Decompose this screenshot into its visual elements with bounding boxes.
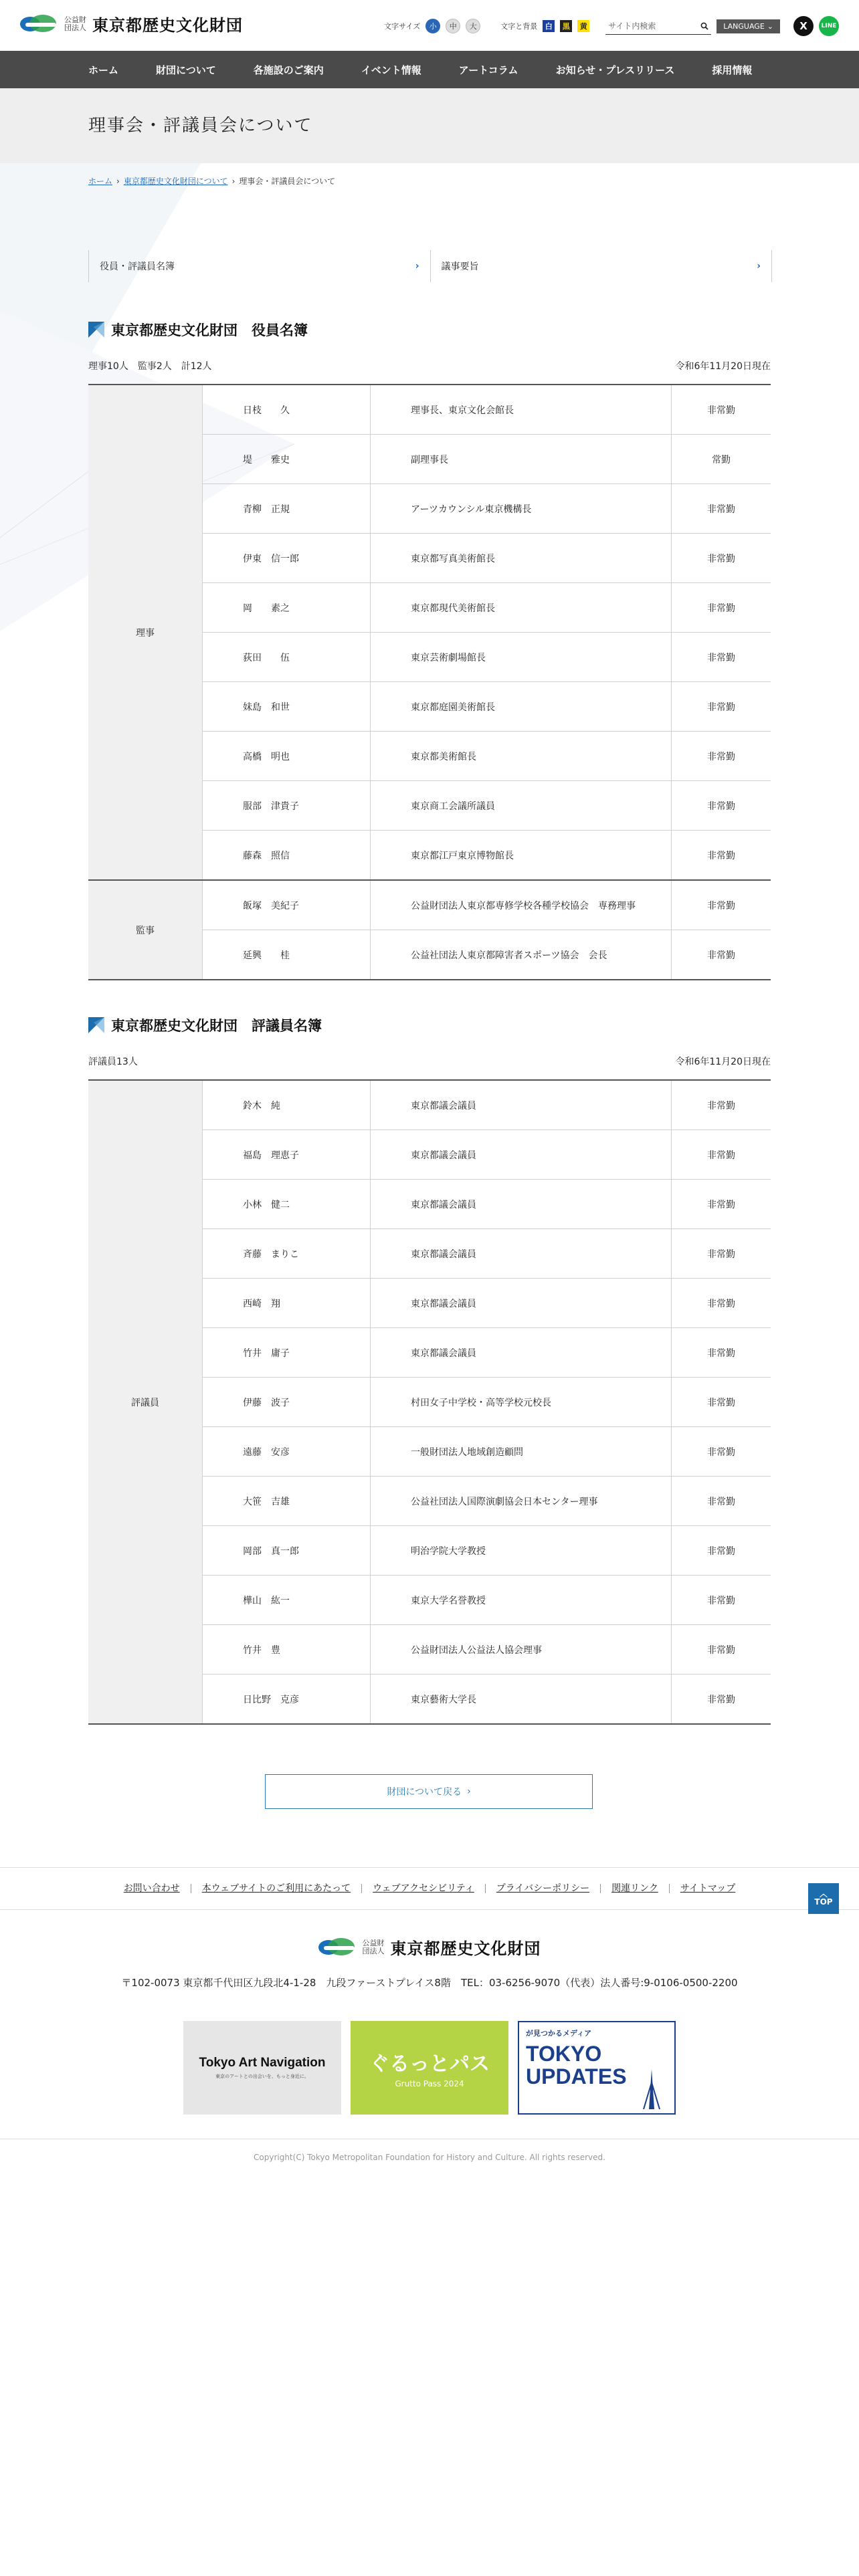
footer-link-site-policy[interactable]: 本ウェブサイトのご利用にあたって: [191, 1884, 361, 1893]
member-position: 東京都現代美術館長: [371, 583, 672, 633]
member-position: 東京都議会議員: [371, 1130, 672, 1180]
tower-icon: [638, 2069, 665, 2109]
heading-triangle-icon: [88, 322, 104, 338]
member-position: 東京芸術劇場館長: [371, 633, 672, 682]
group-label-directors: 理事: [88, 385, 203, 880]
chevron-right-icon: ›: [231, 176, 235, 186]
member-name: 岡 素之: [203, 583, 371, 633]
member-position: 東京都議会議員: [371, 1328, 672, 1378]
banner-grutto-pass[interactable]: [351, 2021, 508, 2115]
member-position: 東京商工会議所議員: [371, 781, 672, 831]
member-position: 東京都議会議員: [371, 1279, 672, 1328]
member-name: 西崎 翔: [203, 1279, 371, 1328]
member-type: 非常勤: [672, 1378, 771, 1427]
member-position: 公益社団法人国際演劇協会日本センター理事: [371, 1477, 672, 1526]
member-name: 伊東 信一郎: [203, 534, 371, 583]
member-position: 東京都庭園美術館長: [371, 682, 672, 732]
member-type: 非常勤: [672, 831, 771, 881]
member-type: 非常勤: [672, 583, 771, 633]
councillors-heading: [88, 1015, 322, 1035]
member-type: 常勤: [672, 435, 771, 484]
breadcrumb-current: 理事会・評議員会について: [239, 177, 336, 186]
banner-subtitle: Grutto Pass 2024: [395, 2079, 464, 2088]
officers-heading: [88, 320, 308, 340]
footer-link-related[interactable]: 関連リンク: [600, 1884, 669, 1893]
nav-item-home[interactable]: ホーム: [88, 64, 119, 76]
member-type: 非常勤: [672, 1477, 771, 1526]
search-placeholder: サイト内検索: [608, 21, 656, 31]
site-logo[interactable]: [20, 12, 243, 35]
footer-logo-org-type: 公益財団法人: [362, 1938, 385, 1955]
language-select[interactable]: [717, 19, 780, 33]
member-name: 竹井 豊: [203, 1625, 371, 1675]
chevron-right-icon: ›: [467, 1786, 471, 1797]
member-type: 非常勤: [672, 633, 771, 682]
breadcrumb: [88, 175, 335, 187]
banner-subtitle: 東京のアートとの出会いを、もっと身近に。: [215, 2074, 309, 2079]
logo-org-type: 公益財団法人: [64, 15, 86, 32]
member-name: 高橋 明也: [203, 732, 371, 781]
member-name: 日比野 克彦: [203, 1675, 371, 1725]
member-position: 東京都議会議員: [371, 1229, 672, 1279]
heading-triangle-icon: [88, 1017, 104, 1033]
councillors-title: 東京都歴史文化財団 評議員名簿: [111, 1018, 322, 1034]
font-size-large-button[interactable]: 大: [466, 19, 480, 33]
member-name: 青柳 正規: [203, 484, 371, 534]
back-button-label: 財団について戻る: [387, 1787, 462, 1798]
member-position: 東京都美術館長: [371, 732, 672, 781]
color-label: 文字と背景: [500, 22, 538, 31]
member-name: 藤森 照信: [203, 831, 371, 881]
member-position: 明治学院大学教授: [371, 1526, 672, 1576]
color-yellow-button[interactable]: 黄: [577, 20, 589, 32]
officers-table: [88, 384, 771, 980]
member-type: 非常勤: [672, 682, 771, 732]
member-position: 公益財団法人公益法人協会理事: [371, 1625, 672, 1675]
anchor-label: 役員・評議員名簿: [100, 261, 175, 272]
nav-item-about[interactable]: 財団について: [156, 64, 216, 76]
member-name: 伊藤 波子: [203, 1378, 371, 1427]
officers-title: 東京都歴史文化財団 役員名簿: [111, 322, 308, 338]
breadcrumb-home-link[interactable]: ホーム: [88, 177, 113, 186]
member-position: 東京都写真美術館長: [371, 534, 672, 583]
member-position: 東京大学名誉教授: [371, 1576, 672, 1625]
search-input[interactable]: [605, 18, 711, 35]
member-type: 非常勤: [672, 880, 771, 930]
font-size-label: 文字サイズ: [384, 22, 421, 31]
member-type: 非常勤: [672, 1180, 771, 1229]
table-row: [88, 385, 771, 435]
page-title: 理事会・評議員会について: [88, 116, 313, 136]
global-nav: [0, 51, 859, 88]
group-label-auditors: 監事: [88, 880, 203, 980]
member-position: 理事長、東京文化会館長: [371, 385, 672, 435]
footer-link-accessibility[interactable]: ウェブアクセシビリティ: [361, 1884, 485, 1893]
footer-address: 〒102-0073 東京都千代田区九段北4-1-28 九段ファーストプレイス8階 TEL：03-6256-9070（代表）法人番号:9-0106-0500-2200: [121, 1977, 738, 1989]
footer-logo-text: 東京都歴史文化財団: [390, 1939, 541, 1958]
color-black-button[interactable]: 黒: [560, 20, 572, 32]
nav-item-recruit[interactable]: 採用情報: [712, 64, 753, 76]
top-label: TOP: [814, 1897, 833, 1907]
member-type: 非常勤: [672, 385, 771, 435]
footer-links: [0, 1867, 859, 1910]
banner-title: TOKYO UPDATES: [526, 2042, 627, 2088]
copyright: Copyright(C) Tokyo Metropolitan Foundation for History and Culture. All rights reserved.: [0, 2139, 859, 2162]
member-position: 東京都議会議員: [371, 1180, 672, 1229]
nav-item-events[interactable]: イベント情報: [361, 64, 421, 76]
member-type: 非常勤: [672, 1080, 771, 1130]
back-to-top-button[interactable]: [808, 1883, 839, 1914]
member-name: 日枝 久: [203, 385, 371, 435]
chevron-right-icon: ›: [757, 261, 761, 272]
member-type: 非常勤: [672, 781, 771, 831]
chevron-up-icon: ︿: [819, 1889, 828, 1899]
member-position: 村田女子中学校・高等学校元校長: [371, 1378, 672, 1427]
logo-mark-icon: [318, 1936, 359, 1959]
member-name: 斉藤 まりこ: [203, 1229, 371, 1279]
footer-banners: [183, 2021, 676, 2115]
member-position: 公益社団法人東京都障害者スポーツ協会 会長: [371, 930, 672, 980]
member-name: 岡部 真一郎: [203, 1526, 371, 1576]
site-header: [0, 0, 859, 51]
banner-title: ぐるっとパス: [369, 2052, 490, 2076]
banner-tokyo-art-navigation[interactable]: [183, 2021, 341, 2115]
logo-mark-icon: [20, 13, 60, 35]
member-type: 非常勤: [672, 930, 771, 980]
member-position: アーツカウンシル東京機構長: [371, 484, 672, 534]
member-type: 非常勤: [672, 1625, 771, 1675]
member-name: 延興 桂: [203, 930, 371, 980]
header-tools: [384, 16, 839, 36]
officers-date: 令和6年11月20日現在: [675, 361, 771, 372]
member-type: 非常勤: [672, 732, 771, 781]
member-type: 非常勤: [672, 1526, 771, 1576]
back-to-about-button[interactable]: [265, 1774, 593, 1809]
councillors-date: 令和6年11月20日現在: [675, 1057, 771, 1067]
member-type: 非常勤: [672, 534, 771, 583]
member-type: 非常勤: [672, 1229, 771, 1279]
breadcrumb-about-link[interactable]: 東京都歴史文化財団について: [123, 177, 228, 186]
member-type: 非常勤: [672, 1576, 771, 1625]
member-name: 竹井 庸子: [203, 1328, 371, 1378]
member-name: 小林 健二: [203, 1180, 371, 1229]
logo-text: 東京都歴史文化財団: [92, 15, 243, 35]
table-row: [88, 880, 771, 930]
member-position: 東京都江戸東京博物館長: [371, 831, 672, 881]
search-icon[interactable]: [700, 22, 708, 30]
officers-summary: 理事10人 監事2人 計12人: [88, 361, 212, 372]
anchor-minutes[interactable]: [430, 250, 772, 282]
member-position: 一般財団法人地域創造顧問: [371, 1427, 672, 1477]
member-name: 大笹 吉雄: [203, 1477, 371, 1526]
footer-link-contact[interactable]: お問い合わせ: [123, 1883, 180, 1894]
member-name: 遠藤 安彦: [203, 1427, 371, 1477]
member-position: 副理事長: [371, 435, 672, 484]
font-size-medium-button[interactable]: 中: [446, 19, 460, 33]
councillors-meta: [88, 1055, 771, 1068]
color-white-button[interactable]: 白: [543, 20, 555, 32]
officers-meta: [88, 359, 771, 372]
member-name: 飯塚 美紀子: [203, 880, 371, 930]
councillors-summary: 評議員13人: [88, 1057, 138, 1067]
banner-tokyo-updates[interactable]: [518, 2021, 676, 2115]
chevron-down-icon: ⌄: [767, 21, 773, 31]
banner-title: Tokyo Art Navigation: [199, 2056, 326, 2070]
member-name: 荻田 伍: [203, 633, 371, 682]
page-title-band: [0, 88, 859, 163]
member-type: 非常勤: [672, 1279, 771, 1328]
anchor-officers-list[interactable]: [89, 250, 430, 282]
member-name: 鈴木 純: [203, 1080, 371, 1130]
nav-item-news[interactable]: お知らせ・プレスリリース: [555, 64, 675, 76]
footer-logo[interactable]: [0, 1935, 859, 1959]
member-name: 妹島 和世: [203, 682, 371, 732]
nav-item-facilities[interactable]: 各施設のご案内: [253, 64, 324, 76]
member-name: 福島 理恵子: [203, 1130, 371, 1180]
footer-link-sitemap[interactable]: サイトマップ: [669, 1884, 746, 1893]
anchor-nav: [88, 250, 772, 282]
language-label: LANGUAGE: [723, 21, 765, 31]
member-type: 非常勤: [672, 484, 771, 534]
banner-subtitle: が見つかるメディア: [526, 2029, 592, 2038]
nav-item-art-column[interactable]: アートコラム: [458, 64, 518, 76]
member-type: 非常勤: [672, 1427, 771, 1477]
chevron-right-icon: ›: [116, 176, 120, 186]
councillors-table: [88, 1079, 771, 1725]
group-label-councillors: 評議員: [88, 1080, 203, 1724]
member-position: 東京藝術大学長: [371, 1675, 672, 1725]
member-name: 服部 津貴子: [203, 781, 371, 831]
member-type: 非常勤: [672, 1328, 771, 1378]
member-name: 堤 雅史: [203, 435, 371, 484]
line-social-icon[interactable]: LINE: [819, 16, 839, 36]
member-type: 非常勤: [672, 1675, 771, 1725]
x-social-icon[interactable]: X: [793, 16, 814, 36]
member-name: 樺山 紘一: [203, 1576, 371, 1625]
member-position: 公益財団法人東京都専修学校各種学校協会 専務理事: [371, 880, 672, 930]
chevron-right-icon: ›: [415, 261, 419, 272]
font-size-small-button[interactable]: 小: [425, 19, 440, 33]
anchor-label: 議事要旨: [441, 261, 479, 272]
member-type: 非常勤: [672, 1130, 771, 1180]
table-row: [88, 1080, 771, 1130]
footer-link-privacy[interactable]: プライバシーポリシー: [485, 1884, 600, 1893]
member-position: 東京都議会議員: [371, 1080, 672, 1130]
